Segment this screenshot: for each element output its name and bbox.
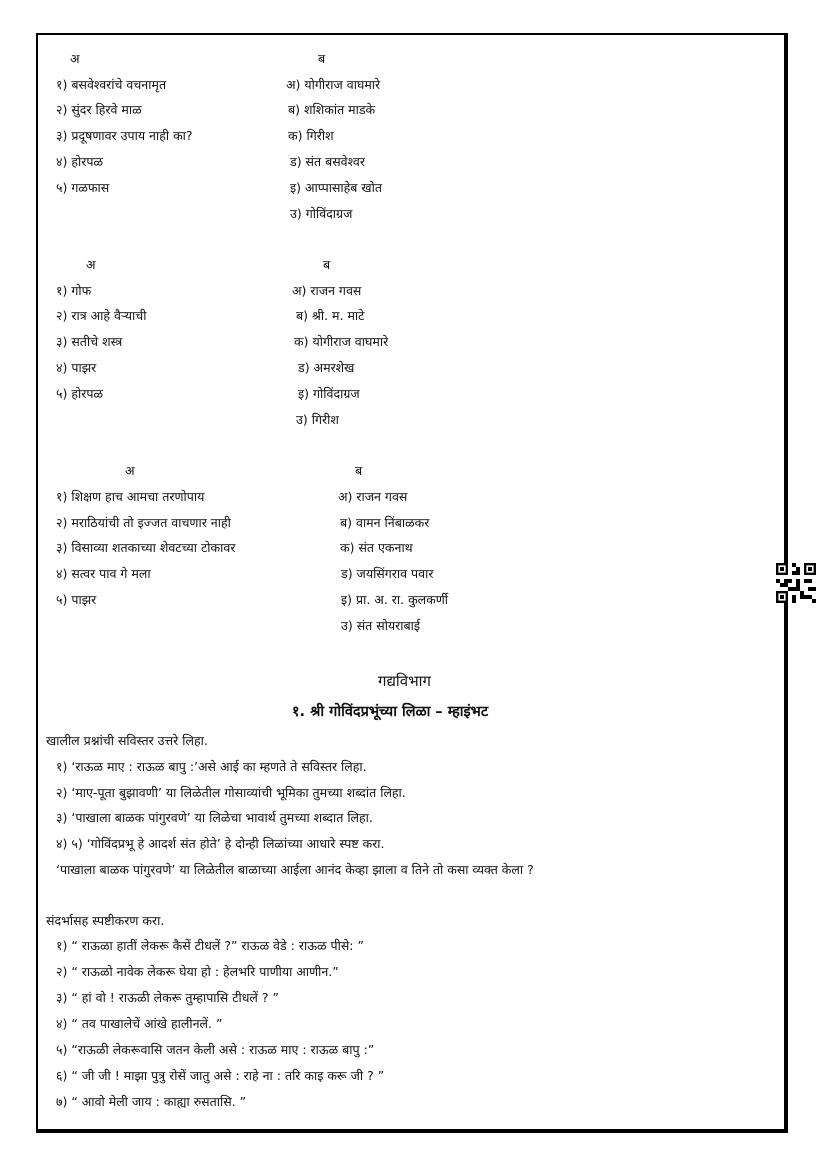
col-b-item: ब) शशिकांत माडके bbox=[288, 102, 376, 117]
context-item: ३) “ हां वो ! राऊळी लेकरू तुम्हापासि टीधलें ? ” bbox=[56, 990, 279, 1005]
col-b-item: उ) गिरीश bbox=[296, 412, 339, 427]
col-a-item: १) शिक्षण हाच आमचा तरणोपाय bbox=[56, 489, 205, 504]
question-item: ‘पाखाला बाळक पांगुरवणे’ या लिळेतील बाळाच्या आईला आनंद केव्हा झाला व तिने तो कसा व्यक्त केला ? bbox=[56, 862, 534, 877]
column-a-header: अ bbox=[125, 463, 135, 478]
question-item: २) ‘माए-पूता बुझावणी’ या लिळेतील गोसाव्यांची भूमिका तुमच्या शब्दांत लिहा. bbox=[56, 785, 406, 800]
col-a-item: १) बसवेश्वरांचे वचनामृत bbox=[56, 77, 167, 92]
col-a-item: २) रात्र आहे वैऱ्याची bbox=[56, 308, 147, 323]
col-b-item: क) संत एकनाथ bbox=[340, 540, 413, 555]
question-item: ३) ‘पाखाला बाळक पांगुरवणे’ या लिळेचा भावार्थ तुमच्या शब्दात लिहा. bbox=[56, 810, 373, 825]
column-b-header: ब bbox=[355, 463, 363, 478]
long-answer-heading: खालील प्रश्नांची सविस्तर उत्तरे लिहा. bbox=[46, 733, 208, 748]
col-b-item: अ) राजन गवस bbox=[338, 489, 408, 504]
lesson-title: १. श्री गोविंदप्रभूंच्या लिळा – म्हाइंभट bbox=[292, 704, 489, 720]
qr-code-icon bbox=[776, 563, 816, 603]
col-b-item: अ) योगीराज वाघमारे bbox=[286, 77, 381, 92]
context-item: ५) “राऊळी लेकरूवासि जतन केली असे : राऊळ माए : राऊळ बापु :” bbox=[56, 1042, 375, 1057]
col-b-item: इ) आप्पासाहेब खोत bbox=[290, 180, 382, 195]
col-a-item: ३) विसाव्या शतकाच्या शेवटच्या टोकावर bbox=[56, 540, 236, 555]
col-a-item: २) मराठियांची तो इज्जत वाचणार नाही bbox=[56, 515, 231, 530]
context-item: १) “ राऊळा हातीं लेकरू कैसें टीधलें ?” राऊळ वेडे : राऊळ पीसे: ” bbox=[56, 938, 364, 953]
col-a-item: ५) पाझर bbox=[56, 592, 97, 607]
col-a-item: २) सुंदर हिरवे माळ bbox=[56, 102, 142, 117]
context-item: ६) “ जी जी ! माझा पुत्रु रोसें जातु असे : राहे ना : तरि काइ करू जी ? ” bbox=[56, 1068, 385, 1083]
col-b-item: ब) वामन निंबाळकर bbox=[340, 515, 430, 530]
col-a-item: ३) सतीचे शस्त्र bbox=[56, 334, 123, 349]
col-b-item: ड) अमरशेख bbox=[298, 360, 355, 375]
context-heading: संदर्भासह स्पष्टीकरण करा. bbox=[46, 913, 165, 928]
col-b-item: उ) गोविंदाग्रज bbox=[290, 206, 353, 221]
col-b-item: ड) संत बसवेश्वर bbox=[290, 154, 365, 169]
context-item: ७) “ आवो मेली जाय : काह्या रुसतासि. ” bbox=[56, 1094, 247, 1109]
section-title: गद्यविभाग bbox=[378, 672, 431, 690]
column-b-header: ब bbox=[318, 51, 326, 66]
col-b-item: क) योगीराज वाघमारे bbox=[294, 334, 389, 349]
col-a-item: ३) प्रदूषणावर उपाय नाही का? bbox=[56, 128, 193, 143]
column-b-header: ब bbox=[323, 257, 331, 272]
column-a-header: अ bbox=[86, 257, 96, 272]
col-b-item: ब) श्री. म. माटे bbox=[296, 308, 365, 323]
question-item: ४) ५) ‘गोविंदप्रभू हे आदर्श संत होते’ हे दोन्ही लिळांच्या आधारे स्पष्ट करा. bbox=[56, 836, 385, 851]
col-a-item: ५) गळफास bbox=[56, 180, 110, 195]
col-b-item: इ) प्रा. अ. रा. कुलकर्णी bbox=[341, 592, 449, 607]
col-a-item: ४) सत्वर पाव गे मला bbox=[56, 566, 151, 581]
column-a-header: अ bbox=[70, 51, 80, 66]
col-b-item: ड) जयसिंगराव पवार bbox=[341, 566, 434, 581]
col-b-item: उ) संत सोयराबाई bbox=[341, 618, 421, 633]
col-b-item: इ) गोविंदाग्रज bbox=[298, 386, 360, 401]
question-item: १) ‘राऊळ माए : राऊळ बापु :’असे आई का म्हणते ते सविस्तर लिहा. bbox=[56, 759, 367, 774]
col-a-item: ५) होरपळ bbox=[56, 386, 103, 401]
col-a-item: ४) पाझर bbox=[56, 360, 97, 375]
col-b-item: अ) राजन गवस bbox=[292, 283, 362, 298]
col-a-item: ४) होरपळ bbox=[56, 154, 103, 169]
col-b-item: क) गिरीश bbox=[288, 128, 334, 143]
context-item: २) “ राऊळो नावेक लेकरू घेया हो : हेलभरि पाणीया आणीन.” bbox=[56, 964, 339, 979]
col-a-item: १) गोफ bbox=[56, 283, 92, 298]
context-item: ४) “ तव पाखालेचें आंखे हालीनलें. ” bbox=[56, 1016, 223, 1031]
